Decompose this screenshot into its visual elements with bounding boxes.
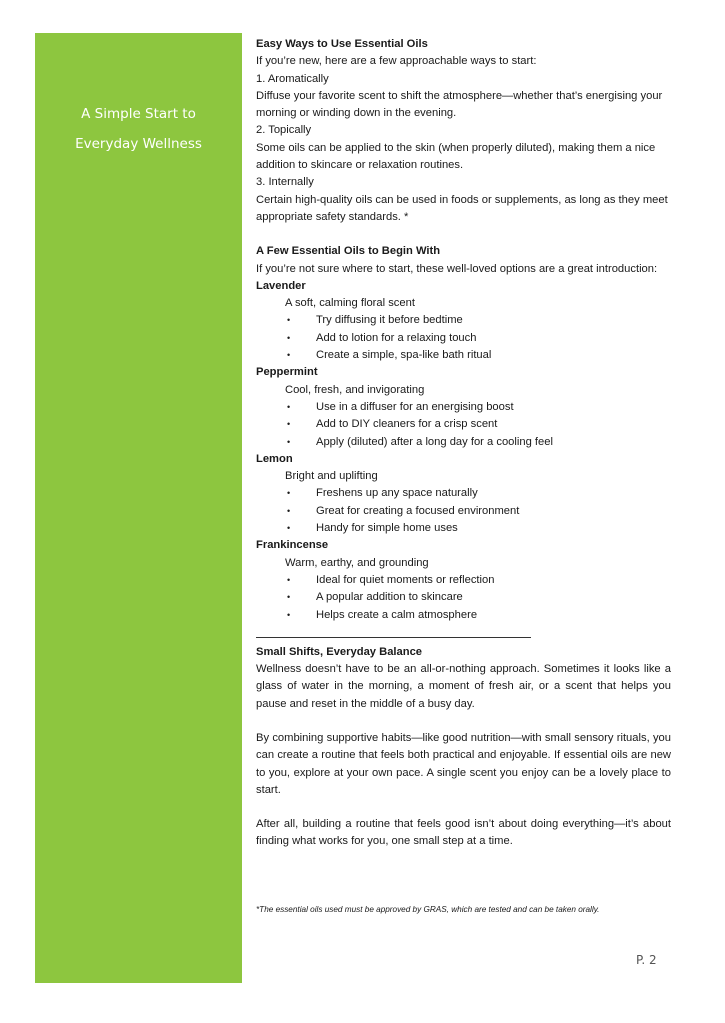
method-title: 1. Aromatically [256,72,329,85]
oil-description: Cool, fresh, and invigorating [285,383,425,396]
list-item: • Add to DIY cleaners for a crisp scent [287,416,671,433]
list-item: • Freshens up any space naturally [287,485,671,502]
section-heading-easy-ways: Easy Ways to Use Essential Oils [256,38,428,50]
body-paragraph: After all, building a routine that feels good isn’t about doing everything—it’s about finding what works for you, one small step at a time. [256,818,671,848]
sidebar-title [35,99,242,159]
sidebar-title-line1: A Simple Start to [81,106,196,122]
oil-tips-list [256,399,671,451]
method-text: Diffuse your favorite scent to shift the atmosphere—whether that’s energising your morning or winding down in the evening. [256,89,663,120]
spacer [256,713,671,730]
oil-name-lemon: Lemon [256,452,293,465]
list-item: • Great for creating a focused environment [287,503,671,520]
section-heading-oils: A Few Essential Oils to Begin With [256,245,441,258]
section-divider [256,637,531,638]
oil-tips-list [256,485,671,537]
method-title: 3. Internally [256,176,314,189]
list-item: • Create a simple, spa-like bath ritual [287,347,671,364]
list-item: • Ideal for quiet moments or reflection [287,572,671,589]
oil-name-peppermint: Peppermint [256,366,318,379]
body-paragraph: By combining supportive habits—like good nutrition—with small sensory rituals, you can create a routine that feels both practical and enjoyable. If essential oils are new to you, explore at your own pace. A single scent you enjoy can be a lovely place to start. [256,731,671,796]
method-text: Certain high-quality oils can be used in foods or supplements, as long as they meet appropriate safety standards. * [256,193,668,223]
oil-tips-list [256,572,671,624]
sidebar-title-line2: Everyday Wellness [75,136,202,152]
sidebar-panel [35,33,242,983]
oil-description: Warm, earthy, and grounding [285,556,429,569]
list-item: • Helps create a calm atmosphere [287,607,671,624]
list-item: • Apply (diluted) after a long day for a cooling feel [287,434,671,451]
footnote: *The essential oils used must be approved by GRAS, which are tested and can be taken orally. [256,905,600,914]
method-title: 2. Topically [256,124,312,137]
main-content [256,36,671,851]
oil-name-lavender: Lavender [256,279,306,292]
oil-name-frankincense: Frankincense [256,539,329,552]
section-intro: If you’re new, here are a few approachable ways to start: [256,55,537,68]
list-item: • Use in a diffuser for an energising boost [287,399,671,416]
list-item: • Handy for simple home uses [287,520,671,537]
section-intro: If you’re not sure where to start, these well-loved options are a great introduction: [256,262,658,275]
section-heading-small-shifts: Small Shifts, Everyday Balance [256,645,423,658]
spacer [256,799,671,816]
page-number: P. 2 [636,953,657,967]
method-text: Some oils can be applied to the skin (when properly diluted), making them a nice addition to skincare or relaxation routines. [256,141,656,172]
spacer [256,226,671,243]
oil-description: Bright and uplifting [285,470,378,483]
list-item: • Try diffusing it before bedtime [287,312,671,329]
body-paragraph: Wellness doesn’t have to be an all-or-nothing approach. Sometimes it looks like a glass of water in the morning, a moment of fresh air, or a scent that helps you pause and reset in the middle of a busy day. [256,663,671,710]
oil-tips-list [256,312,671,364]
list-item: • Add to lotion for a relaxing touch [287,330,671,347]
list-item: • A popular addition to skincare [287,589,671,606]
oil-description: A soft, calming floral scent [285,297,415,310]
